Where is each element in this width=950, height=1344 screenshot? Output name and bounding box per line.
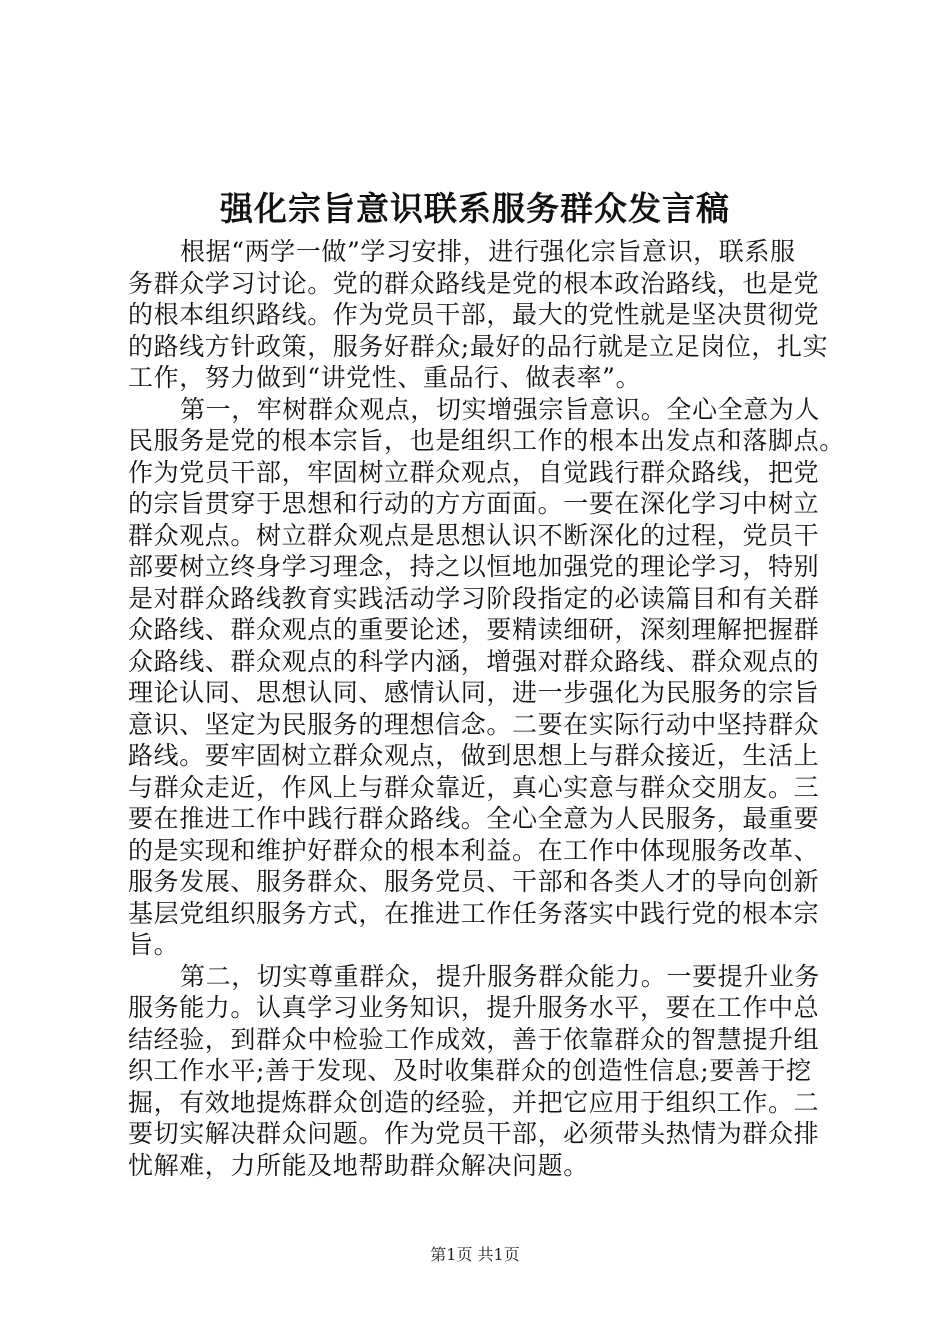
paragraph-line: 结经验，到群众中检验工作成效，善于依靠群众的智慧提升组 (128, 1024, 820, 1054)
paragraph-line: 织工作水平;善于发现、及时收集群众的创造性信息;要善于挖 (128, 1056, 812, 1085)
document-body (128, 236, 845, 1181)
paragraph-line: 与群众走近，作风上与群众靠近，真心实意与群众交朋友。三 (128, 772, 820, 802)
paragraph-line: 第一，牢树群众观点，切实增强宗旨意识。全心全意为人 (180, 394, 821, 424)
paragraph-line: 的宗旨贯穿于思想和行动的方方面面。一要在深化学习中树立 (128, 489, 820, 518)
paragraph-line: 的路线方针政策，服务好群众;最好的品行就是立足岗位，扎实 (128, 331, 829, 361)
paragraph-line: 的是实现和维护好群众的根本利益。在工作中体现服务改革、 (128, 835, 820, 865)
paragraph-line: 意识、坚定为民服务的理想信念。二要在实际行动中坚持群众 (128, 709, 820, 739)
paragraph-line: 服务发展、服务群众、服务党员、干部和各类人才的导向创新 (128, 867, 820, 896)
paragraph-line: 是对群众路线教育实践活动学习阶段指定的必读篇目和有关群 (128, 583, 820, 613)
paragraph-line: 根据“两学一做”学习安排，进行强化宗旨意识，联系服 (180, 237, 796, 266)
paragraph-line: 作为党员干部，牢固树立群众观点，自觉践行群众路线，把党 (128, 457, 820, 487)
paragraph-line: 基层党组织服务方式，在推进工作任务落实中践行党的根本宗 (128, 898, 820, 928)
paragraph-line: 的根本组织路线。作为党员干部，最大的党性就是坚决贯彻党 (128, 300, 820, 329)
paragraph-line: 部要树立终身学习理念，持之以恒地加强党的理论学习，特别 (128, 552, 820, 581)
page-footer: 第1页 共1页 (430, 1245, 520, 1264)
paragraph-line: 务群众学习讨论。党的群众路线是党的根本政治路线，也是党 (128, 268, 820, 298)
paragraph-line: 工作，努力做到“讲党性、重品行、做表率”。 (128, 363, 642, 392)
paragraph-line: 第二，切实尊重群众，提升服务群众能力。一要提升业务 (180, 961, 821, 991)
paragraph-line: 众路线、群众观点的科学内涵，增强对群众路线、群众观点的 (128, 646, 820, 676)
paragraph-line: 服务能力。认真学习业务知识，提升服务水平，要在工作中总 (128, 993, 820, 1022)
paragraph-line: 众路线、群众观点的重要论述，要精读细研，深刻理解把握群 (128, 615, 820, 644)
paragraph-line: 群众观点。树立群众观点是思想认识不断深化的过程，党员干 (128, 520, 820, 550)
document-title: 强化宗旨意识联系服务群众发言稿 (220, 189, 730, 228)
paragraph-line: 理论认同、思想认同、感情认同，进一步强化为民服务的宗旨 (128, 678, 820, 707)
paragraph-line: 要在推进工作中践行群众路线。全心全意为人民服务，最重要 (128, 804, 820, 833)
paragraph-line: 旨。 (128, 930, 180, 959)
paragraph-line: 掘，有效地提炼群众创造的经验，并把它应用于组织工作。二 (128, 1087, 820, 1117)
paragraph-line: 要切实解决群众问题。作为党员干部，必须带头热情为群众排 (128, 1119, 820, 1148)
paragraph-line: 忧解难，力所能及地帮助群众解决问题。 (128, 1150, 589, 1180)
paragraph-line: 民服务是党的根本宗旨，也是组织工作的根本出发点和落脚点。 (128, 426, 845, 455)
paragraph-line: 路线。要牢固树立群众观点，做到思想上与群众接近，生活上 (128, 741, 820, 770)
